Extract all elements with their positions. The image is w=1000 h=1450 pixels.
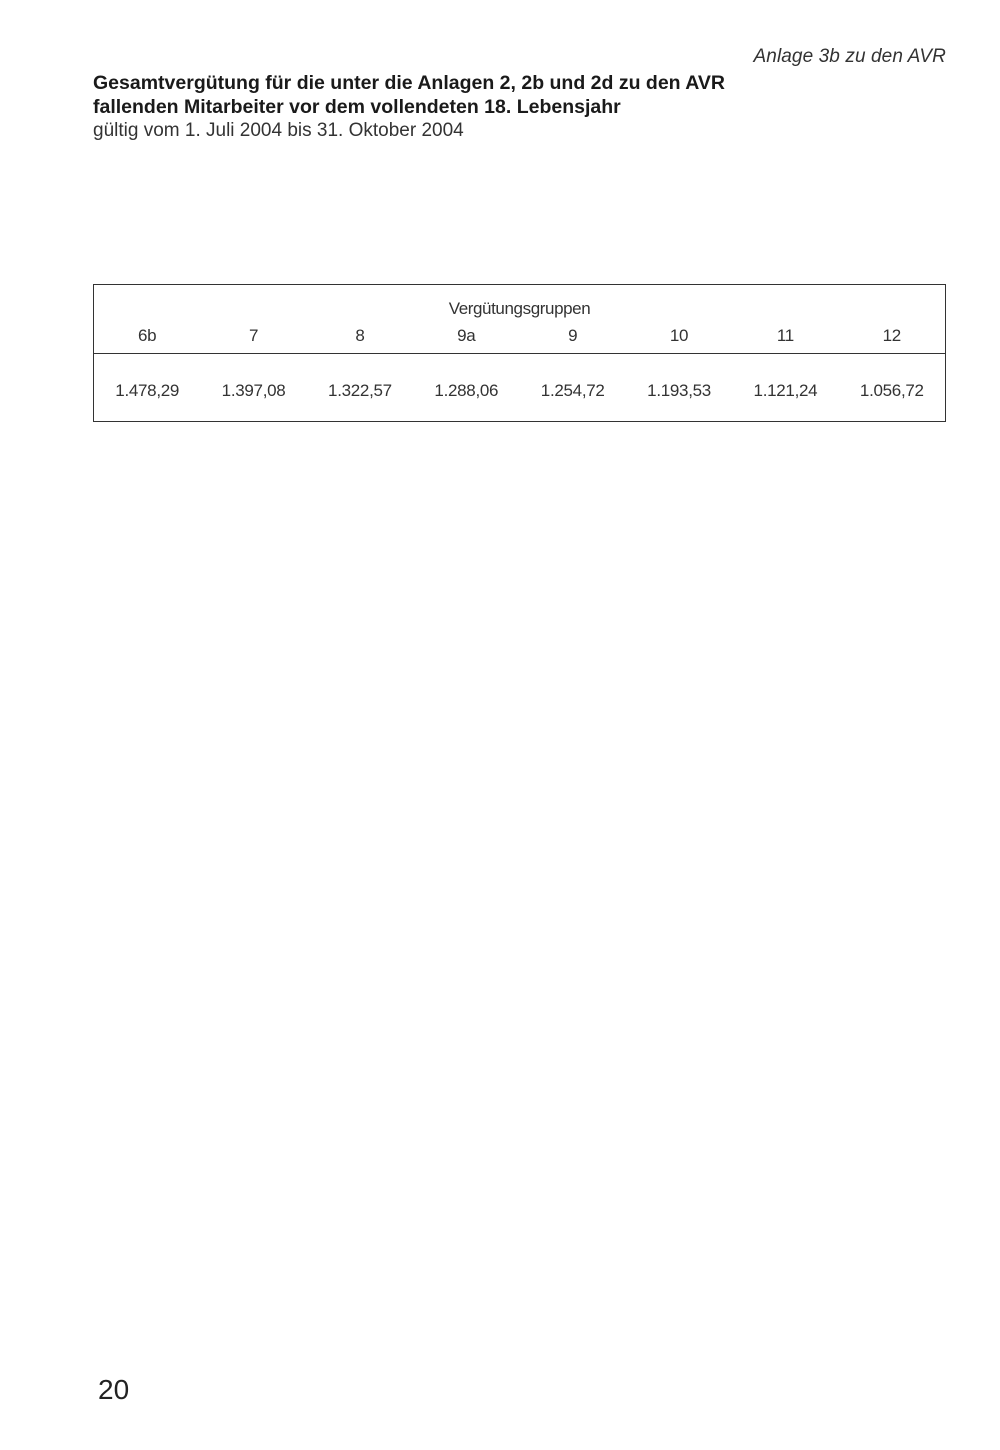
column-header: 7 [248, 326, 259, 345]
title-line-1: Gesamtvergütung für die unter die Anlagen 2, 2b und 2d zu den AVR [93, 72, 726, 94]
column-header: 8 [355, 326, 365, 345]
column-header: 6b [138, 326, 157, 345]
title-block [93, 71, 813, 143]
table-divider [94, 353, 945, 354]
table-cell: 1.254,72 [540, 381, 605, 400]
salary-table [93, 284, 946, 422]
table-cell: 1.121,24 [753, 381, 818, 400]
table-value-row [94, 381, 945, 401]
table-cell: 1.397,08 [221, 381, 286, 400]
page-number: 20 [98, 1374, 130, 1405]
table-cell: 1.322,57 [328, 381, 392, 400]
table-cell: 1.193,53 [647, 381, 711, 400]
column-header: 9a [457, 326, 476, 345]
table-header-row [94, 326, 945, 346]
column-header: 11 [776, 326, 794, 345]
annex-label: Anlage 3b zu den AVR [753, 46, 946, 67]
validity-period: gültig vom 1. Juli 2004 bis 31. Oktober 2004 [93, 120, 464, 141]
column-header: 9 [568, 326, 578, 345]
table-cell: 1.056,72 [859, 381, 924, 400]
column-header: 10 [669, 326, 689, 345]
column-header: 12 [882, 326, 901, 345]
title-line-2: fallenden Mitarbeiter vor dem vollendeten 18. Lebensjahr [93, 96, 621, 118]
table-caption: Vergütungsgruppen [448, 299, 591, 318]
table-cell: 1.478,29 [115, 381, 180, 400]
table-cell: 1.288,06 [434, 381, 499, 400]
